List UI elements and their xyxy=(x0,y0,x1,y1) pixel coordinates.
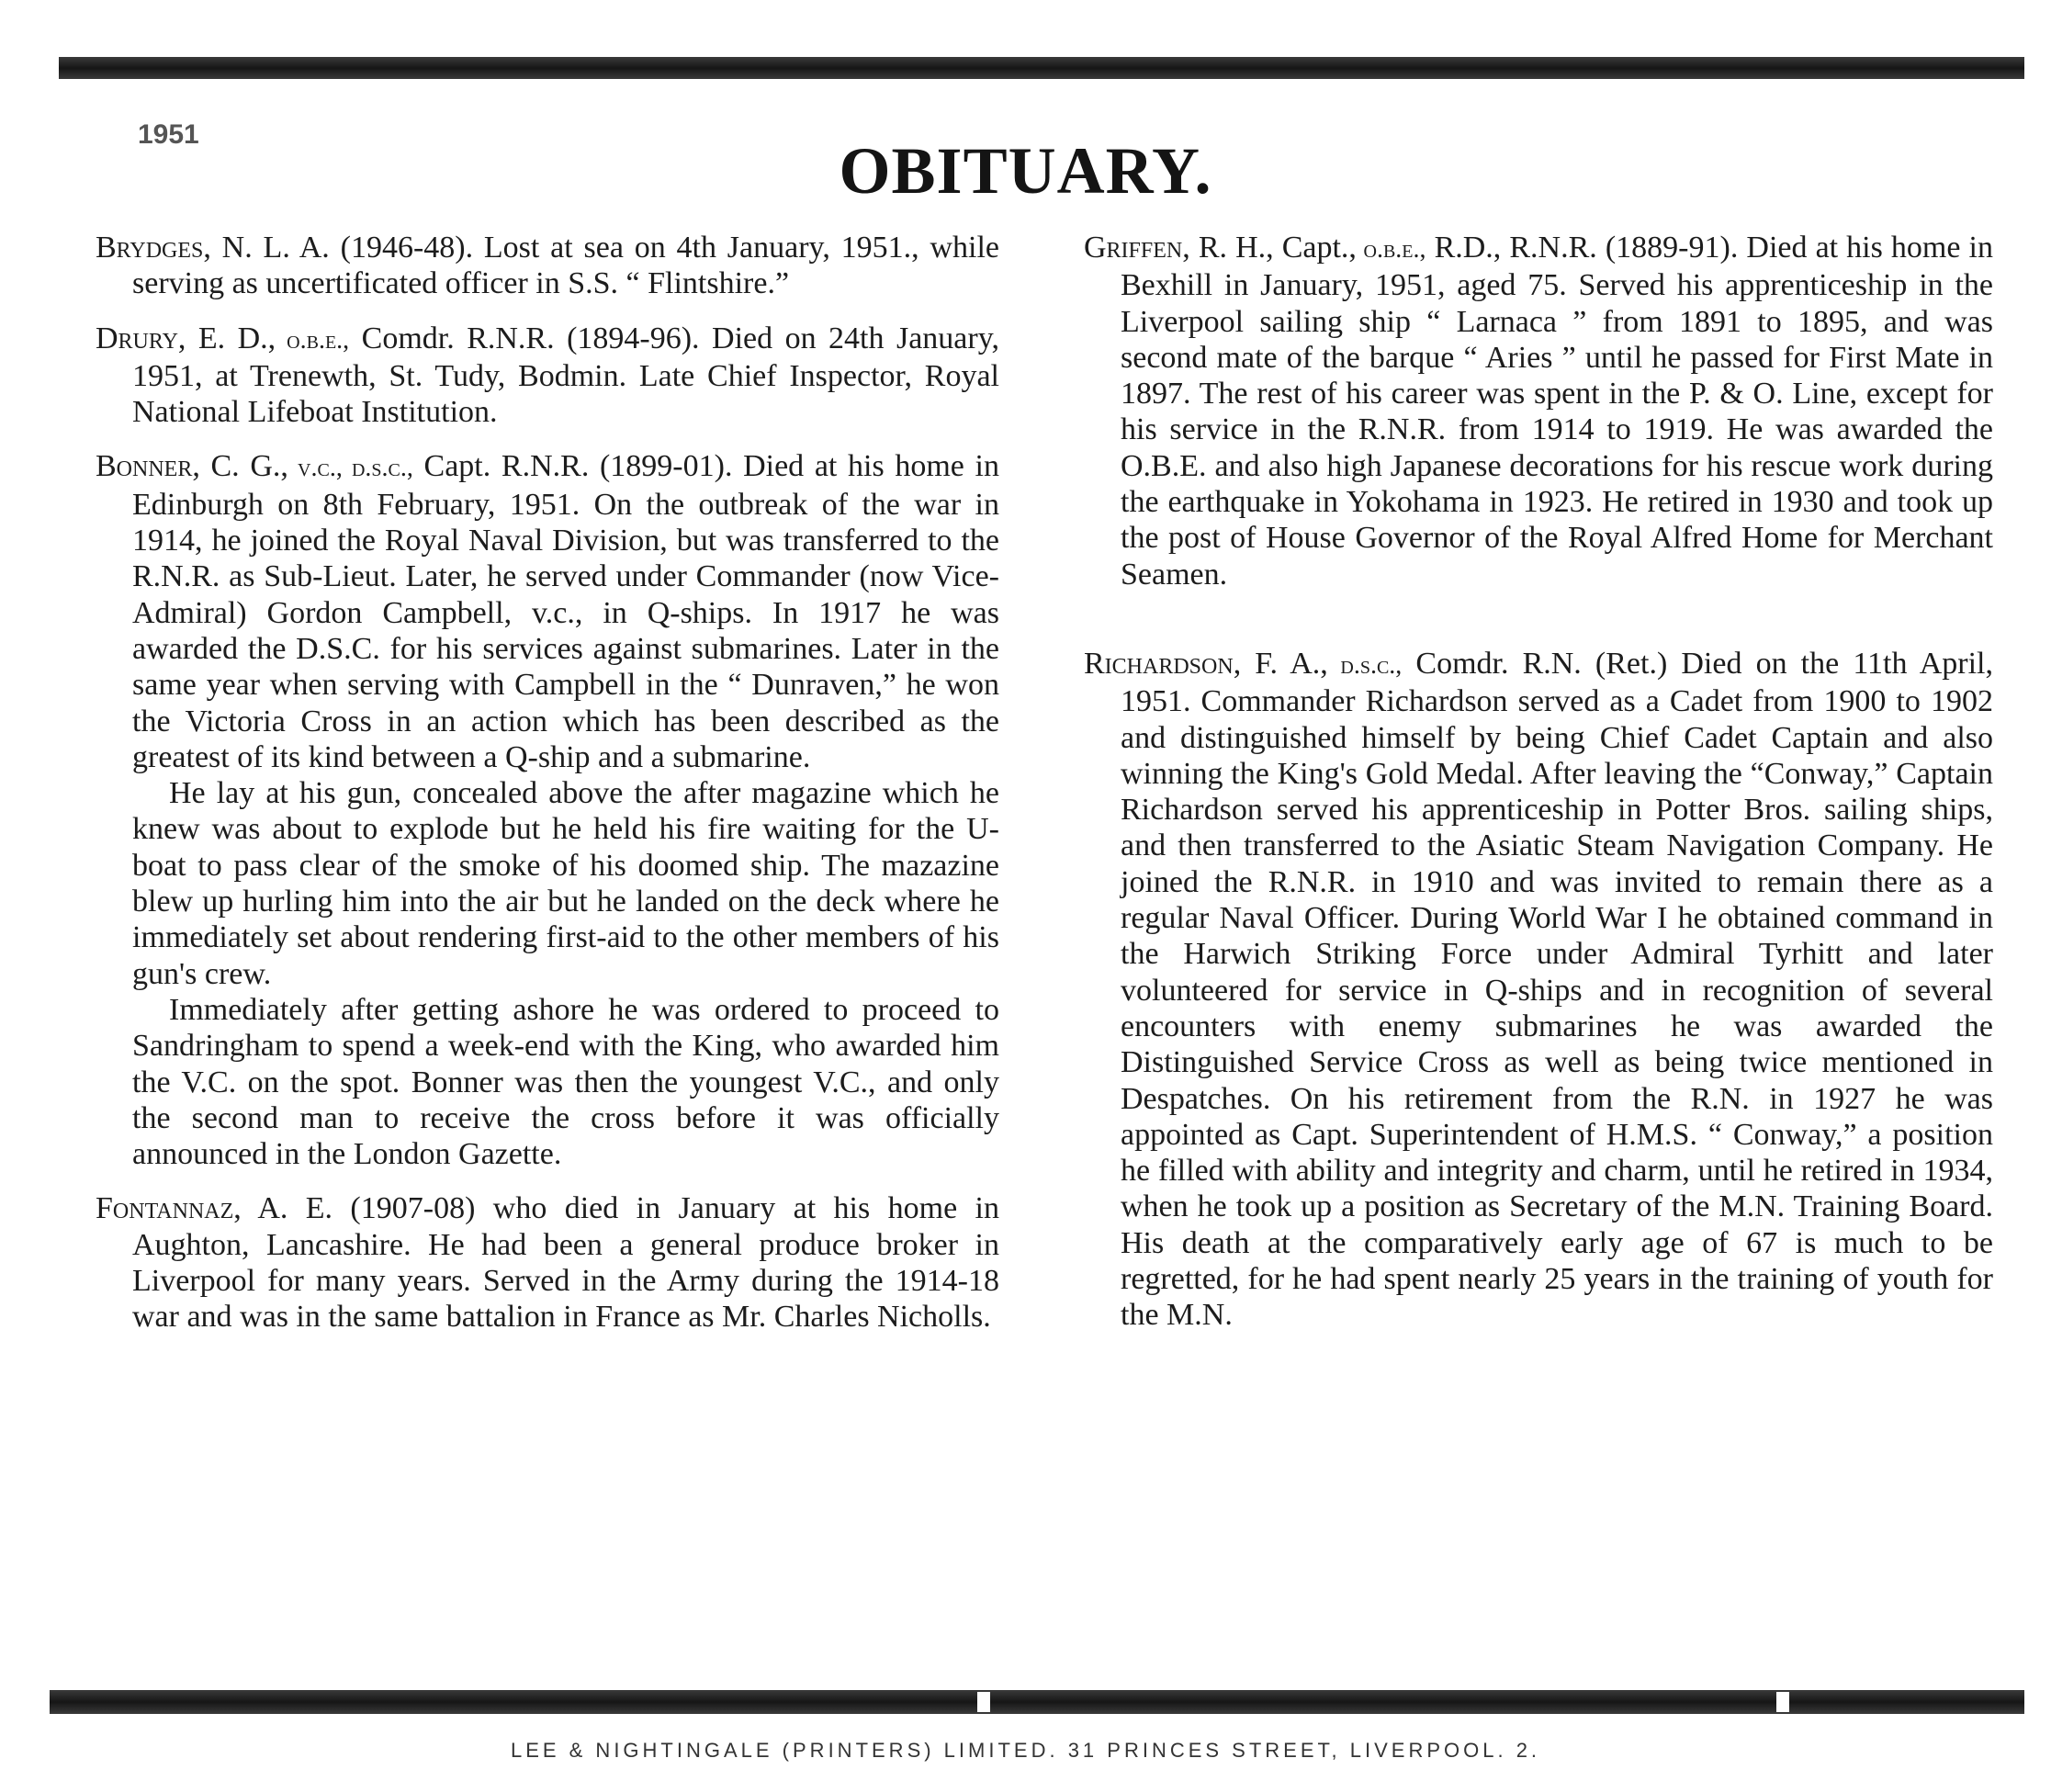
entry-text: (1946-48). Lost at sea on 4th January, 1951., while serving as uncertificated officer in S.S. “ Flintshire.” xyxy=(132,231,999,301)
entry-name: Griffen, R. H., xyxy=(1084,231,1274,265)
entry-honours: o.b.e., xyxy=(276,325,350,355)
entry-text: Comdr. R.N. (Ret.) Died on the 11th April, 1951. Commander Richardson served as a Cadet from 1900 to 1902 and distinguished himself by being Chief Cadet Captain and also winning the King's Gold Medal. After leaving the “Conway,” Captain Richardson served his apprenticeship in Potter Bros. sailing ships, and then transferred to the Asiatic Steam Navigation Company. He joined the R.N.R. in 1910 and was invited to remain there as a regular Naval Officer. During World War I he obtained command in the Harwich Striking Force under Admiral Tyrhitt and later volunteered for service in Q-ships and in recognition of several encounters with enemy submarines he was awarded the Distinguished Service Cross as well as being twice mentioned in Despatches. On his retirement from the R.N. in 1927 he was appointed as Capt. Superintendent of H.M.S. “ Conway,” a position he filled with ability and integrity and charm, until he retired in 1934, when he took up a position as Secretary of the M.N. Training Board. His death at the comparatively early age of 67 is much to be regretted, for he had spent nearly 25 years in the training of youth for the M.N. xyxy=(1121,646,1994,1333)
page-title: OBITUARY. xyxy=(839,134,1212,208)
entry-text: R.D., R.N.R. (1889-91). Died at his home in Bexhill in January, 1951, aged 75. Served his apprenticeship in the Liverpool sailing ship “ Larnaca ” from 1891 to 1895, and was second mate of the barque “ Aries ” until he passed for First Mate in 1897. The rest of his career was spent in the P. & O. Line, except for his service in the R.N.R. from 1914 to 1919. He was awarded the O.B.E. and also high Japanese decorations for his rescue work during the earthquake in Yokohama in 1923. He retired in 1930 and took up the post of House Governor of the Royal Alfred Home for Merchant Seamen. xyxy=(1121,231,1993,592)
entry-text: Comdr. R.N.R. (1894-96). Died on 24th January, 1951, at Trenewth, St. Tudy, Bodmin. Late Chief Inspector, Royal National Lifeboat Institution. xyxy=(132,321,1000,430)
obituary-richardson xyxy=(1084,646,1993,1334)
page-year: 1951 xyxy=(138,119,199,150)
rule-break xyxy=(1776,1692,1789,1712)
entry-name: Fontannaz, A. E. xyxy=(96,1191,333,1226)
right-column xyxy=(1084,230,1993,1352)
entry-paragraph: Immediately after getting ashore he was ordered to proceed to Sandringham to spend a week-end with the King, who awarded him the V.C. on the spot. Bonner was then the youngest V.C., and only the second man to receive the cross before it was officially announced in the London Gazette. xyxy=(132,992,999,1172)
entry-name: Richardson, F. A., xyxy=(1084,646,1328,681)
obituary-brydges xyxy=(96,230,999,302)
entry-rank: Capt., xyxy=(1273,231,1357,265)
entry-name: Brydges, N. L. A. xyxy=(96,231,330,265)
entry-honours: o.b.e., xyxy=(1356,235,1426,264)
entry-name: Bonner, C. G., xyxy=(96,449,288,484)
left-column xyxy=(96,230,999,1354)
entry-honours: d.s.c., xyxy=(1327,650,1403,680)
obituary-bonner xyxy=(96,448,999,1172)
obituary-griffen xyxy=(1084,230,1993,592)
entry-honours: v.c., d.s.c., xyxy=(287,454,413,483)
entry-paragraph: He lay at his gun, concealed above the after magazine which he knew was about to explode but he held his fire waiting for the U-boat to pass clear of the smoke of his doomed ship. The mazazine blew up hurling him into the air but he landed on the deck where he immediately set about rendering first-aid to the other members of his gun's crew. xyxy=(132,776,999,991)
obituary-drury xyxy=(96,321,999,431)
entry-text: Capt. R.N.R. (1899-01). Died at his home in Edinburgh on 8th February, 1951. On the outbreak of the war in 1914, he joined the Royal Naval Division, but was transferred to the R.N.R. as Sub-Lieut. Later, he served under Commander (now Vice-Admiral) Gordon Campbell, v.c., in Q-ships. In 1917 he was awarded the D.S.C. for his services against submarines. Later in the same year when serving with Campbell in the “ Dunraven,” he won the Victoria Cross in an action which has been described as the greatest of its kind between a Q-ship and a submarine. xyxy=(132,449,999,774)
entry-name: Drury, E. D., xyxy=(96,321,276,355)
entry-text: (1907-08) who died in January at his home in Aughton, Lancashire. He had been a general produce broker in Liverpool for many years. Served in the Army during the 1914-18 war and was in the same battalion in France as Mr. Charles Nicholls. xyxy=(132,1191,999,1335)
obituary-fontannaz xyxy=(96,1190,999,1335)
bottom-rule xyxy=(50,1690,2024,1714)
rule-break xyxy=(977,1692,990,1712)
top-rule xyxy=(59,57,2024,79)
printer-footer: LEE & NIGHTINGALE (PRINTERS) LIMITED. 31 PRINCES STREET, LIVERPOOL. 2. xyxy=(510,1739,1541,1762)
